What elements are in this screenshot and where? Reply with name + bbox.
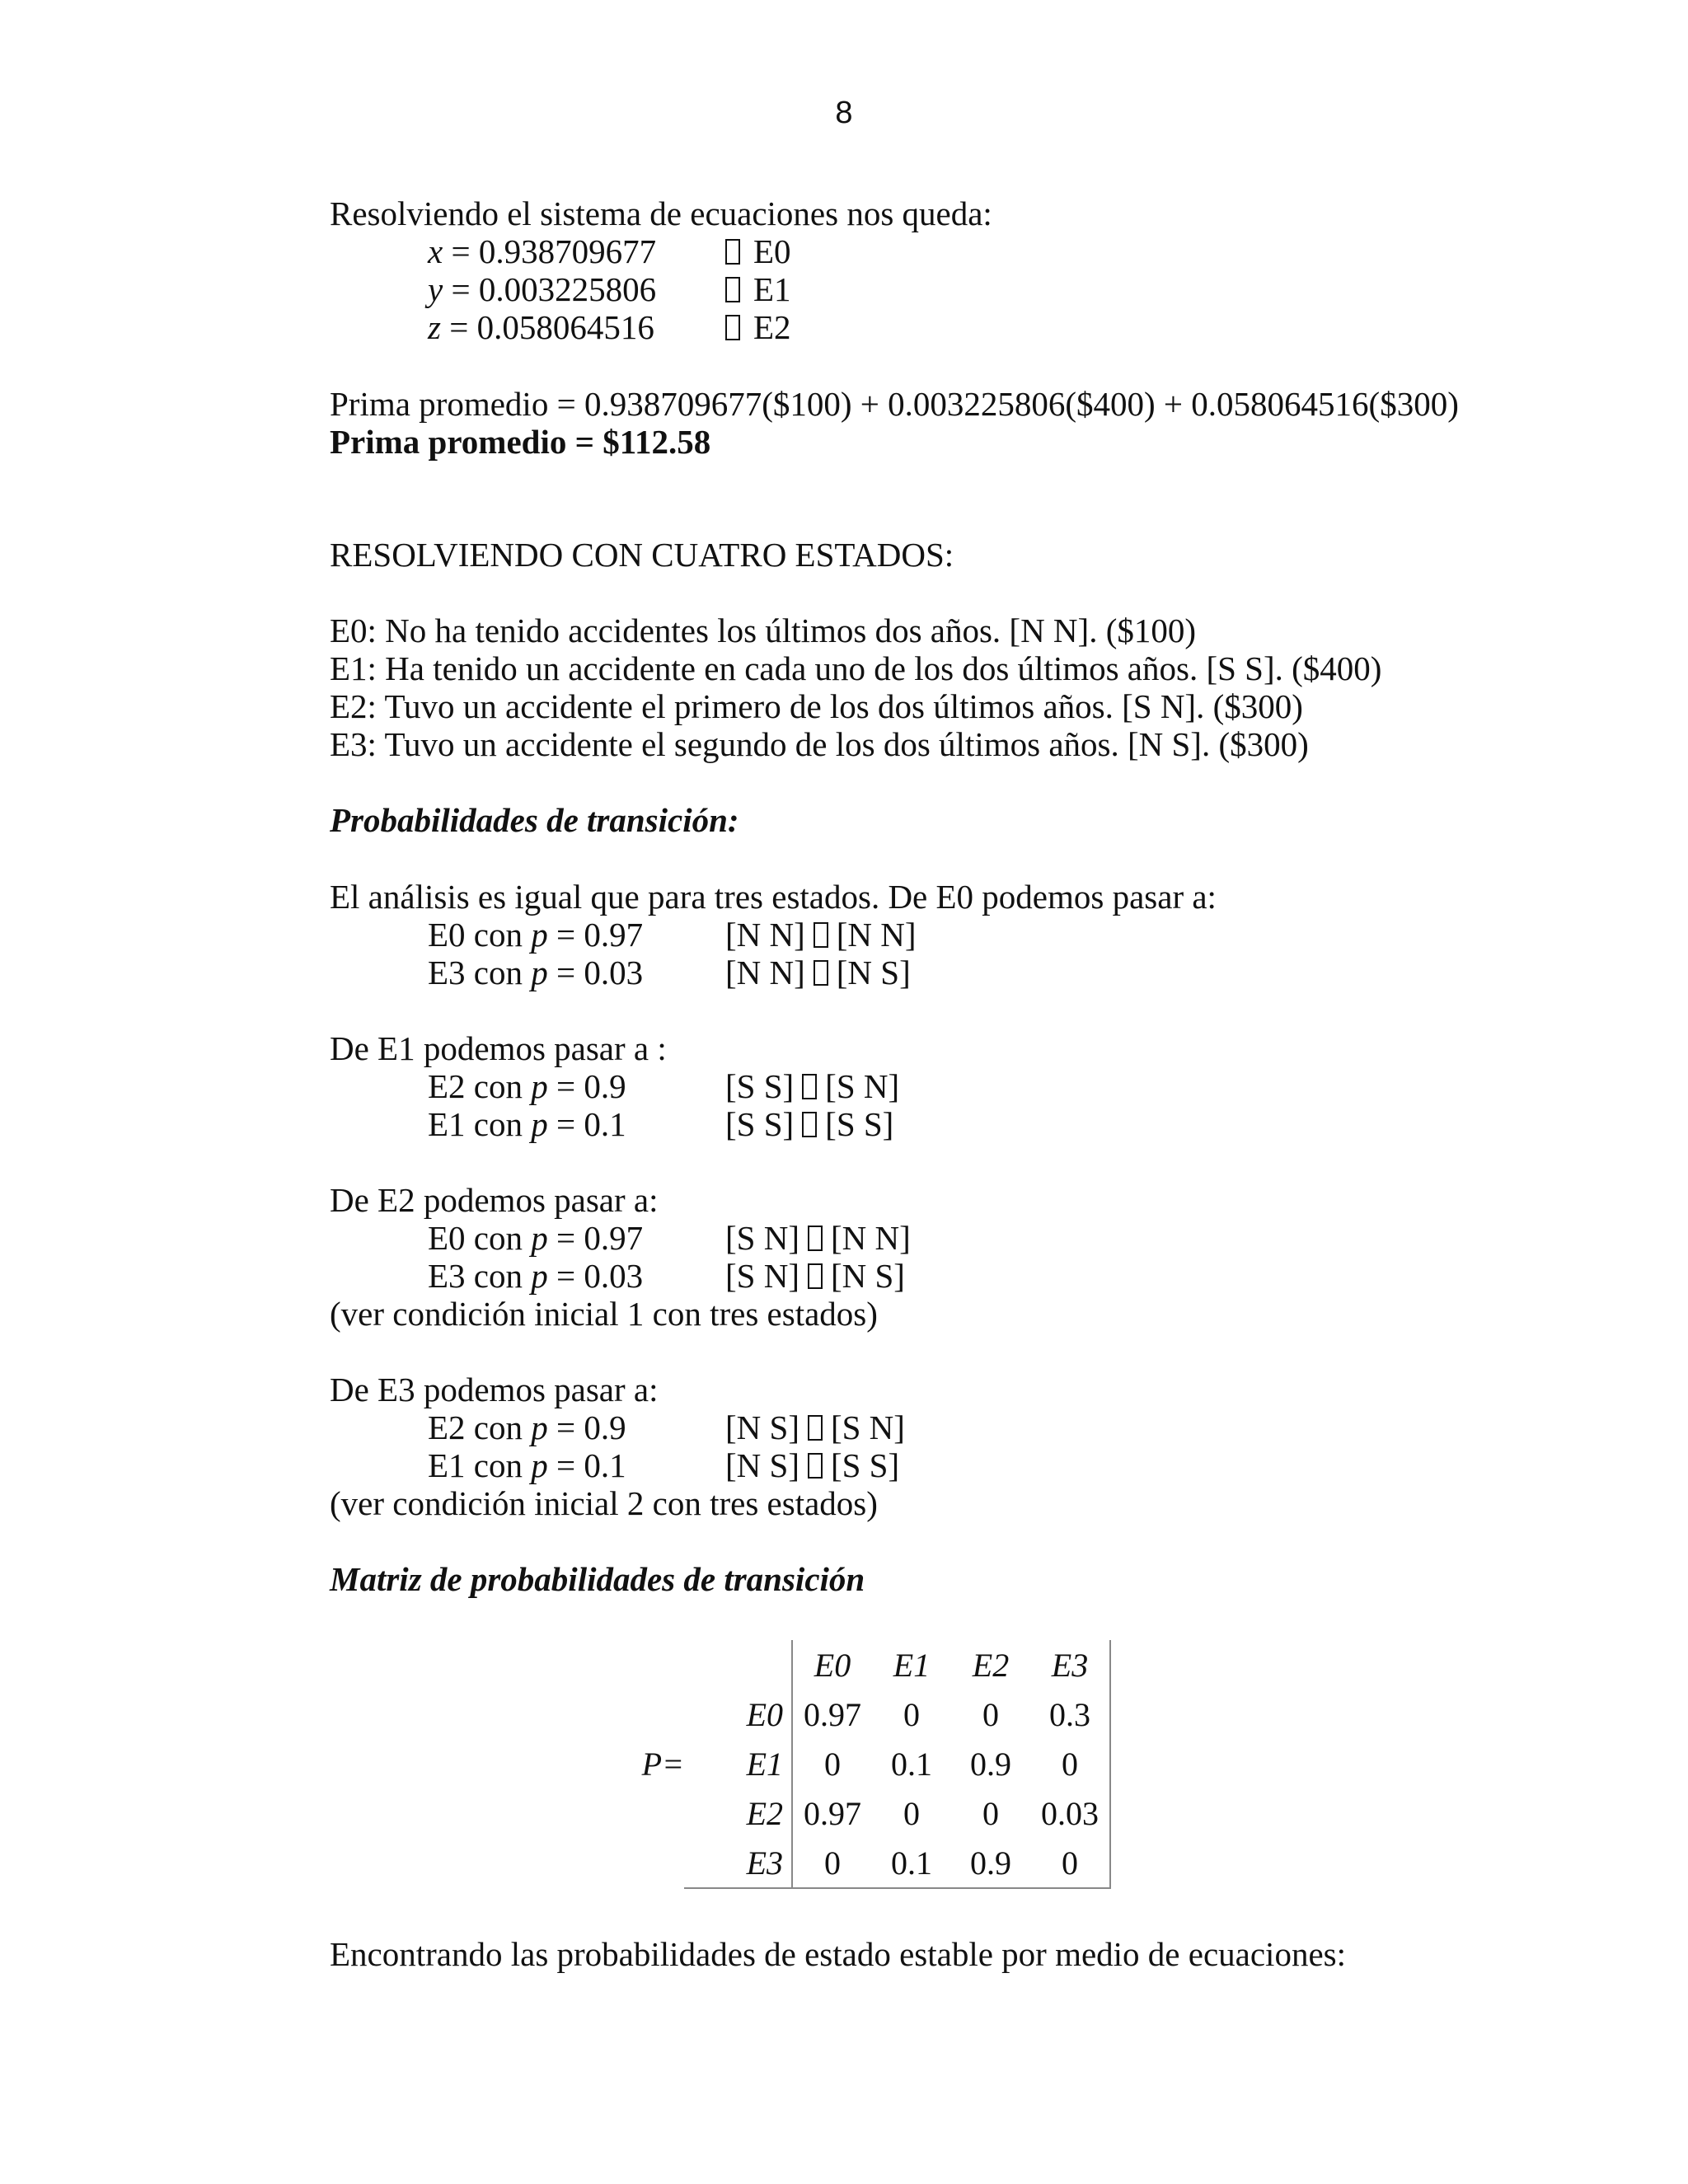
solution-y: y = 0.003225806 xyxy=(428,270,657,308)
matrix-cell: 0.9 xyxy=(951,1838,1030,1888)
transition-e0-e3-pattern: [N N] [N S] xyxy=(725,954,911,991)
missing-glyph-icon xyxy=(725,239,740,265)
prima-result: Prima promedio = $112.58 xyxy=(330,423,711,461)
matrix-col-header: E3 xyxy=(1030,1640,1110,1690)
transition-e1-e2: E2 con p = 0.9 xyxy=(428,1067,626,1105)
missing-glyph-icon xyxy=(725,277,740,302)
matrix-cell: 0.3 xyxy=(1030,1690,1110,1739)
analysis-intro: El análisis es igual que para tres estados. De E0 podemos pasar a: xyxy=(330,878,1217,916)
matrix-cell: 0 xyxy=(982,1794,999,1832)
missing-glyph-icon xyxy=(808,1226,823,1251)
state-e0: E0: No ha tenido accidentes los últimos dos años. [N N]. ($100) xyxy=(330,612,1197,649)
matrix-cell: 0.1 xyxy=(872,1838,951,1888)
transition-e3-e2-pattern: [N S] [S N] xyxy=(725,1408,905,1446)
matrix-cell: 0.97 xyxy=(804,1695,861,1733)
prima-equation: Prima promedio = 0.938709677($100) + 0.003225806($400) + 0.058064516($300) xyxy=(330,385,1459,423)
matrix-col-header: E0 xyxy=(814,1646,851,1684)
solution-x-state: E0 xyxy=(725,232,791,270)
matrix-row-header: E3 xyxy=(684,1838,792,1888)
transition-e3-e1-pattern: [N S] [S S] xyxy=(725,1446,900,1484)
missing-glyph-icon xyxy=(814,960,828,986)
e2-intro: De E2 podemos pasar a: xyxy=(330,1181,659,1219)
missing-glyph-icon xyxy=(725,315,740,340)
solution-y-state: E1 xyxy=(725,270,791,308)
e1-intro: De E1 podemos pasar a : xyxy=(330,1029,667,1067)
matrix-col-header: E2 xyxy=(972,1646,1010,1684)
transition-e0-e3: E3 con p = 0.03 xyxy=(428,954,644,991)
matrix-cell: 0 xyxy=(824,1745,841,1783)
transition-matrix xyxy=(626,1640,1111,1889)
state-e1: E1: Ha tenido un accidente en cada uno de los dos últimos años. [S S]. ($400) xyxy=(330,649,1382,687)
e2-note: (ver condición inicial 1 con tres estados) xyxy=(330,1295,878,1333)
closing-text: Encontrando las probabilidades de estado estable por medio de ecuaciones: xyxy=(330,1935,1346,1973)
transition-e2-e3-pattern: [S N] [N S] xyxy=(725,1257,905,1295)
section-title: RESOLVIENDO CON CUATRO ESTADOS: xyxy=(330,536,954,574)
e3-intro: De E3 podemos pasar a: xyxy=(330,1371,659,1408)
transition-e2-e0: E0 con p = 0.97 xyxy=(428,1219,644,1257)
matrix-label: P= xyxy=(641,1745,684,1783)
transition-e1-e1: E1 con p = 0.1 xyxy=(428,1105,626,1143)
missing-glyph-icon xyxy=(808,1263,823,1289)
missing-glyph-icon xyxy=(814,922,828,948)
matrix-row-header: E1 xyxy=(684,1739,792,1788)
missing-glyph-icon xyxy=(808,1453,823,1479)
e3-note: (ver condición inicial 2 con tres estados) xyxy=(330,1484,878,1522)
matrix-cell: 0.9 xyxy=(970,1745,1011,1783)
page-number: 8 xyxy=(835,96,853,130)
missing-glyph-icon xyxy=(808,1415,823,1441)
matrix-row-header: E2 xyxy=(684,1788,792,1838)
matrix-cell: 0 xyxy=(1030,1739,1110,1788)
transition-e1-e2-pattern: [S S] [S N] xyxy=(725,1067,900,1105)
transition-e3-e2: E2 con p = 0.9 xyxy=(428,1408,626,1446)
transition-e2-e3: E3 con p = 0.03 xyxy=(428,1257,644,1295)
missing-glyph-icon xyxy=(802,1074,817,1099)
transition-e2-e0-pattern: [S N] [N N] xyxy=(725,1219,911,1257)
matrix-cell: 0 xyxy=(903,1794,920,1832)
matrix-cell: 0.1 xyxy=(891,1745,932,1783)
matrix-col-header: E1 xyxy=(893,1646,931,1684)
transitions-heading: Probabilidades de transición: xyxy=(330,801,739,839)
solution-z-state: E2 xyxy=(725,308,791,346)
state-e3: E3: Tuvo un accidente el segundo de los dos últimos años. [N S]. ($300) xyxy=(330,725,1309,763)
solution-z: z = 0.058064516 xyxy=(428,308,654,346)
transition-e3-e1: E1 con p = 0.1 xyxy=(428,1446,626,1484)
transition-e0-e0-pattern: [N N] [N N] xyxy=(725,916,917,954)
transition-e0-e0: E0 con p = 0.97 xyxy=(428,916,644,954)
matrix-cell: 0 xyxy=(792,1838,872,1888)
matrix-heading: Matriz de probabilidades de transición xyxy=(330,1560,865,1598)
matrix-cell: 0.97 xyxy=(804,1794,861,1832)
missing-glyph-icon xyxy=(802,1112,817,1137)
solution-x: x = 0.938709677 xyxy=(428,232,657,270)
transition-e1-e1-pattern: [S S] [S S] xyxy=(725,1105,894,1143)
matrix-cell: 0 xyxy=(982,1695,999,1733)
matrix-cell: 0 xyxy=(1030,1838,1110,1888)
matrix-row-header: E0 xyxy=(684,1690,792,1739)
intro-text: Resolviendo el sistema de ecuaciones nos queda: xyxy=(330,194,992,232)
matrix-cell: 0.03 xyxy=(1030,1788,1110,1838)
state-e2: E2: Tuvo un accidente el primero de los dos últimos años. [S N]. ($300) xyxy=(330,687,1303,725)
matrix-cell: 0 xyxy=(903,1695,920,1733)
